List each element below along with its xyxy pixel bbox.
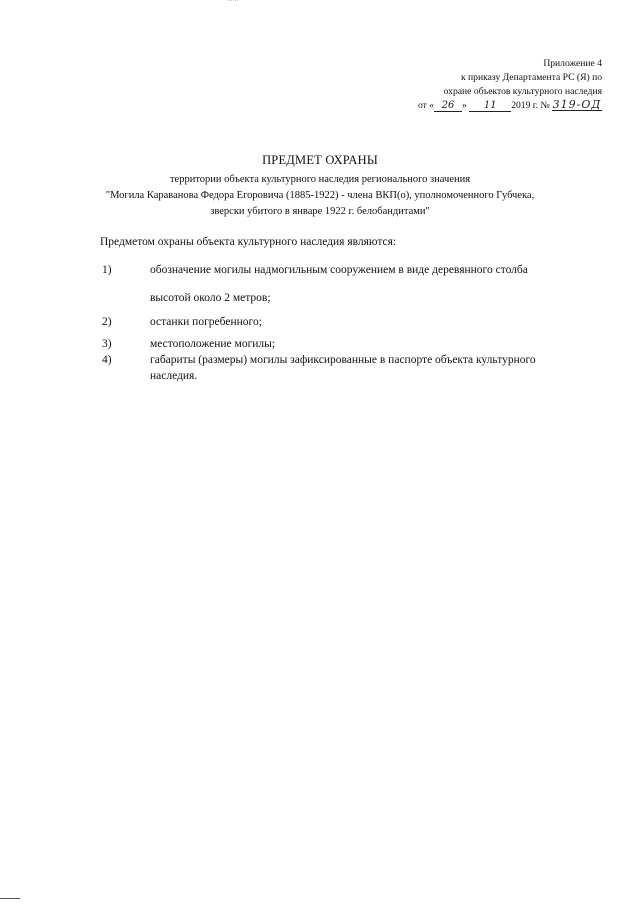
title-block bbox=[60, 152, 580, 220]
list-item bbox=[100, 310, 600, 334]
handwritten-month: 11 bbox=[469, 101, 511, 112]
list-item-number: 2) bbox=[102, 316, 112, 328]
year-text: 2019 г. № bbox=[511, 100, 550, 111]
list-item-text-cont: высотой около 2 метров; bbox=[150, 292, 271, 304]
list-item-number: 4) bbox=[102, 354, 112, 366]
date-mid: » bbox=[462, 100, 467, 111]
document-title: ПРЕДМЕТ ОХРАНЫ bbox=[262, 153, 378, 167]
list-item-text-cont: наследия. bbox=[150, 370, 198, 382]
subtitle-line-2: "Могила Караванова Федора Егоровича (1885-1922) - члена ВКП(о), уполномоченного Губчека, bbox=[105, 190, 535, 201]
subtitle-line-3: зверски убитого в январе 1922 г. белобандитами" bbox=[210, 206, 430, 217]
intro-text: Предметом охраны объекта культурного наследия являются: bbox=[100, 236, 397, 248]
date-prefix: от « bbox=[417, 100, 434, 111]
appendix-order-ref: к приказу Департамента РС (Я) по bbox=[460, 72, 602, 83]
list-item-text: габариты (размеры) могилы зафиксированные в паспорте объекта культурного bbox=[150, 354, 536, 366]
list-item bbox=[100, 258, 600, 310]
subtitle-line-1: территории объекта культурного наследия регионального значения bbox=[169, 174, 471, 185]
list-item-number: 1) bbox=[102, 264, 112, 276]
list-item-text: останки погребенного; bbox=[150, 316, 262, 328]
handwritten-order-number: 319-ОД bbox=[552, 98, 602, 111]
list-item bbox=[100, 352, 600, 384]
scan-speck bbox=[228, 0, 238, 3]
appendix-department: охране объектов культурного наследия bbox=[443, 86, 602, 97]
appendix-date-line bbox=[342, 99, 602, 113]
appendix-title: Приложение 4 bbox=[543, 58, 602, 69]
protection-items-list bbox=[100, 258, 600, 384]
scan-edge-mark bbox=[0, 898, 20, 899]
list-item-number: 3) bbox=[102, 338, 112, 350]
list-item-text: обозначение могилы надмогильным сооружением в виде деревянного столба bbox=[150, 264, 528, 276]
list-item-text: местоположение могилы; bbox=[150, 338, 276, 350]
list-item bbox=[100, 336, 600, 352]
appendix-header bbox=[342, 57, 602, 113]
handwritten-day: 26 bbox=[434, 101, 462, 112]
